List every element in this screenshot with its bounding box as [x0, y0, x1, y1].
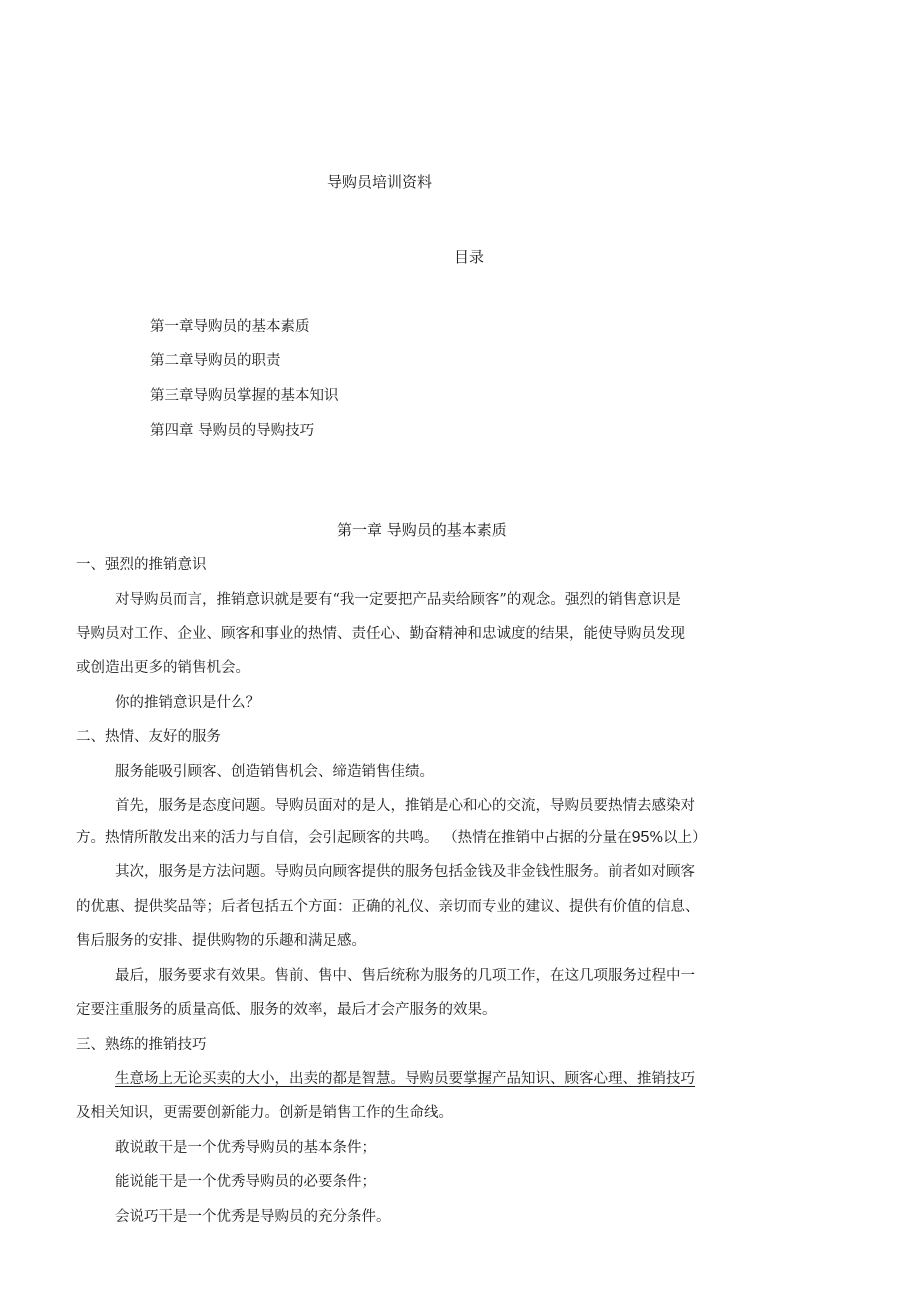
- paragraph-line: [76, 828, 707, 848]
- paragraph-text: 方。热情所散发出来的活力与自信，会引起顾客的共鸣。 （热情在推销中占据的分量在: [76, 830, 632, 846]
- paragraph-line: 及相关知识，更需要创新能力。创新是销售工作的生命线。: [76, 1105, 453, 1121]
- toc-item: 第三章导购员掌握的基本知识: [150, 388, 339, 404]
- toc-item: 第二章导购员的职责: [150, 353, 281, 369]
- paragraph-line: 其次，服务是方法问题。导购员向顾客提供的服务包括金钱及非金钱性服务。前者如对顾客: [115, 864, 695, 880]
- condition-line: 能说能干是一个优秀导购员的必要条件；: [115, 1174, 376, 1190]
- paragraph-text: %以上）: [649, 830, 707, 846]
- underlined-paragraph-line: 生意场上无论买卖的大小，出卖的都是智慧。导购员要掌握产品知识、顾客心理、推销技巧: [115, 1071, 695, 1087]
- percentage-value: 95: [631, 829, 650, 846]
- condition-line: 会说巧干是一个优秀是导购员的充分条件。: [115, 1209, 391, 1225]
- paragraph-line: 导购员对工作、企业、顾客和事业的热情、责任心、勤奋精神和忠诚度的结果，能使导购员发现: [76, 626, 685, 642]
- toc-item: 第四章 导购员的导购技巧: [150, 423, 315, 439]
- paragraph-line: 或创造出更多的销售机会。: [76, 660, 250, 676]
- chapter-heading: 第一章 导购员的基本素质: [337, 521, 507, 539]
- document-title: 导购员培训资料: [327, 173, 433, 191]
- paragraph-line: 的优惠、提供奖品等；后者包括五个方面：正确的礼仪、亲切而专业的建议、提供有价值的信息、: [76, 899, 700, 915]
- section-heading: 二、热情、友好的服务: [76, 729, 221, 745]
- section-heading: 三、熟练的推销技巧: [76, 1037, 207, 1053]
- toc-heading: 目录: [454, 248, 485, 266]
- paragraph-line: 售后服务的安排、提供购物的乐趣和满足感。: [76, 933, 366, 949]
- condition-line: 敢说敢干是一个优秀导购员的基本条件；: [115, 1140, 376, 1156]
- paragraph-line: 首先，服务是态度问题。导购员面对的是人，推销是心和心的交流，导购员要热情去感染对: [115, 798, 695, 814]
- paragraph-line: 对导购员而言，推销意识就是要有“我一定要把产品卖给顾客”的观念。强烈的销售意识是: [115, 592, 681, 608]
- section-heading: 一、强烈的推销意识: [76, 557, 207, 573]
- toc-item: 第一章导购员的基本素质: [150, 319, 310, 335]
- paragraph-line: 服务能吸引顾客、创造销售机会、缔造销售佳绩。: [115, 764, 434, 780]
- paragraph-line: 最后，服务要求有效果。售前、售中、售后统称为服务的几项工作，在这几项服务过程中一: [115, 968, 695, 984]
- paragraph-line: 定要注重服务的质量高低、服务的效率，最后才会产服务的效果。: [76, 1002, 497, 1018]
- question-line: 你的推销意识是什么？: [115, 695, 260, 711]
